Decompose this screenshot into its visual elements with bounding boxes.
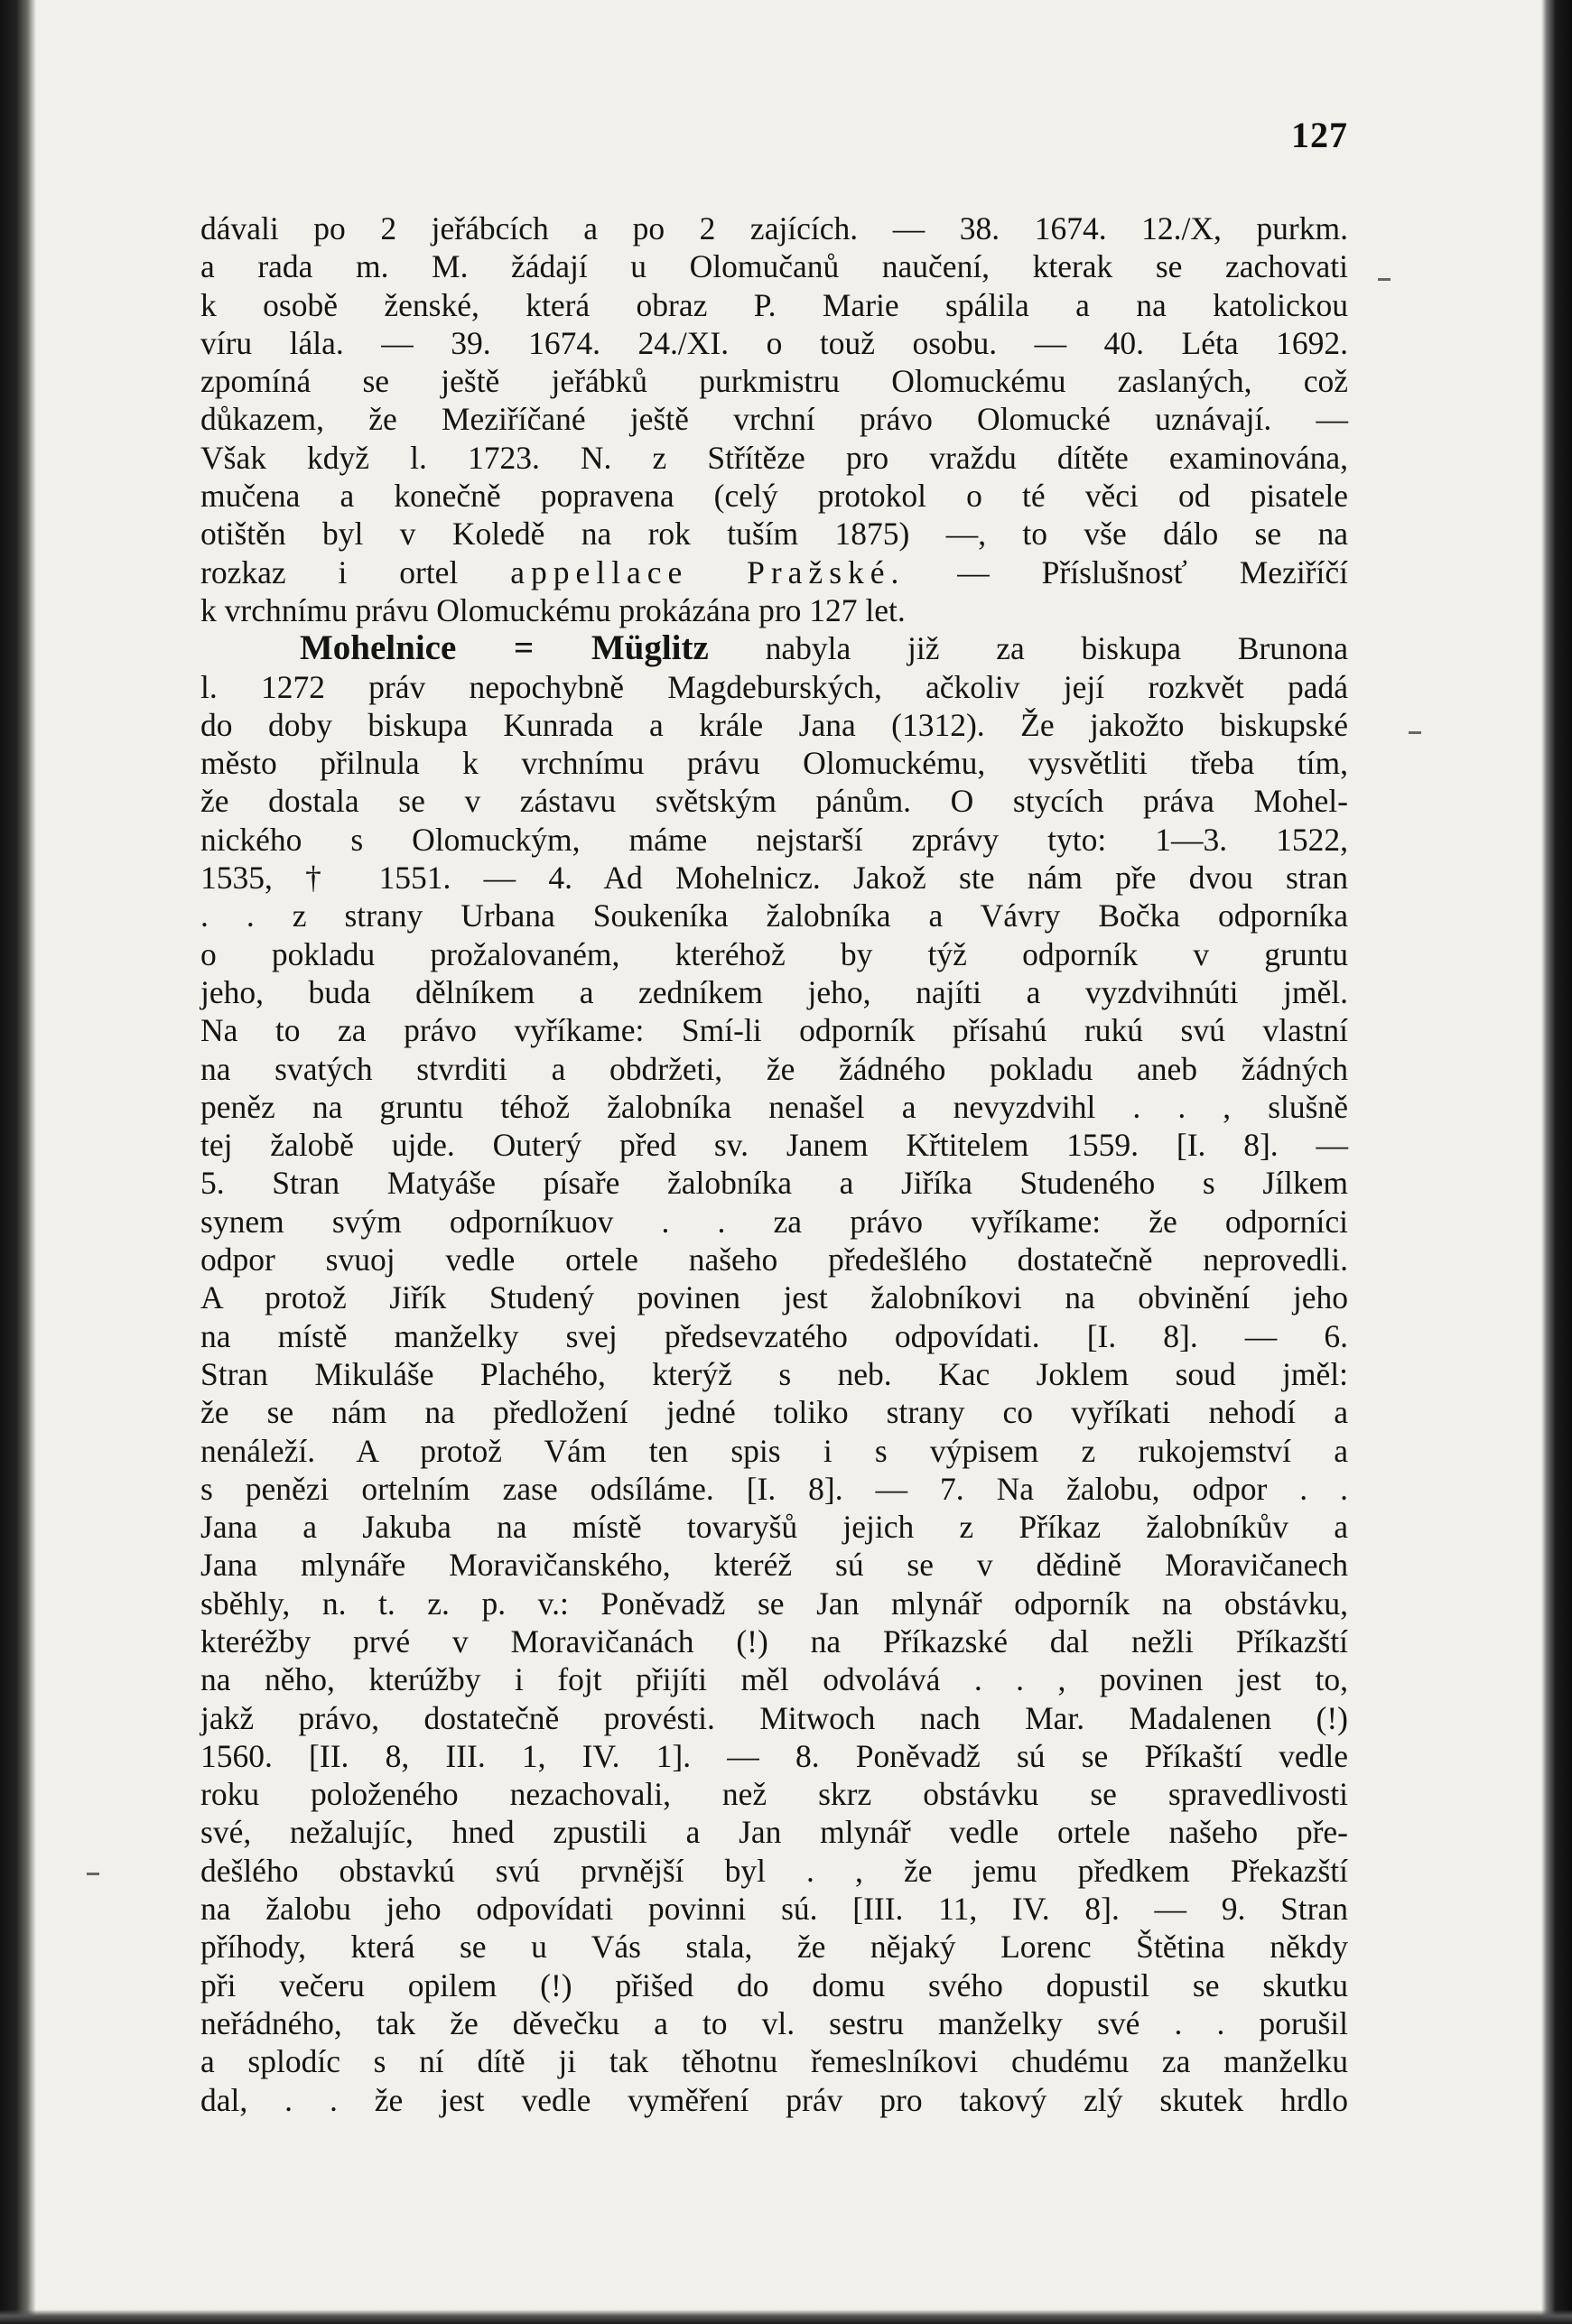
text-line xyxy=(200,324,1348,362)
text-line xyxy=(200,629,1348,667)
line-text: s penězi ortelním zase odsíláme. [I. 8]. — 7. Na žalobu, odpor . . xyxy=(200,1470,1348,1507)
text-line xyxy=(200,1737,1348,1775)
line-text: příhody, která se u Vás stala, že nějaký Lorenc Štětina někdy xyxy=(200,1929,1348,1966)
text-line xyxy=(200,1050,1348,1088)
text-line xyxy=(200,1622,1348,1660)
text-line xyxy=(200,1011,1348,1049)
text-line xyxy=(200,859,1348,897)
line-text: Však když l. 1723. N. z Střítěze pro vraždu dítěte examinována, xyxy=(200,439,1348,476)
line-text: do doby biskupa Kunrada a krále Jana (1312). Že jakožto biskupské xyxy=(200,706,1348,743)
line-text: a splodíc s ní dítě ji tak těhotnu řemeslníkovi chudému za manželku xyxy=(200,2043,1348,2080)
body-text xyxy=(200,209,1348,2119)
text-line xyxy=(200,247,1348,285)
line-text: Jana a Jakuba na místě tovaryšů jejich z Příkaz žalobníkův a xyxy=(200,1509,1348,1546)
line-text: Jana mlynáře Moravičanského, kteréž sú se v dědině Moravičanech xyxy=(200,1547,1348,1584)
text-line xyxy=(200,1508,1348,1546)
line-text: při večeru opilem (!) přišed do domu svého dopustil se skutku xyxy=(200,1966,1348,2003)
line-text: Na to za právo vyříkame: Smí-li odporník přísahú rukú svú vlastní xyxy=(200,1012,1348,1049)
text-line xyxy=(200,477,1348,515)
text-line xyxy=(200,439,1348,477)
margin-mark xyxy=(1378,278,1391,281)
line-text: a rada m. M. žádají u Olomučanů naučení, kterak se zachovati xyxy=(200,248,1348,285)
line-text: zpomíná se ještě jeřábků purkmistru Olomuckému zaslaných, což xyxy=(200,363,1348,400)
scan-edge-left xyxy=(0,0,36,2324)
spaced-emphasis: appellace Pražské. xyxy=(510,553,906,590)
text-line xyxy=(200,1699,1348,1737)
line-text: že dostala se v zástavu světským pánům. O stycích práva Mohel- xyxy=(200,783,1348,820)
line-text: Stran Mikuláše Plachého, kterýž s neb. Kac Joklem soud jměl: xyxy=(200,1355,1348,1392)
line-text: A protož Jiřík Studený povinen jest žalobníkovi na obvinění jeho xyxy=(200,1279,1348,1316)
text-line xyxy=(200,1393,1348,1431)
line-text: o pokladu prožalovaném, kteréhož by týž odporník v gruntu xyxy=(200,935,1348,972)
text-line xyxy=(200,1088,1348,1126)
margin-mark xyxy=(87,1873,99,1875)
text-line xyxy=(200,1775,1348,1813)
text-line xyxy=(200,1966,1348,2004)
text-line xyxy=(200,1164,1348,1202)
line-text: — Příslušnosť Meziříčí xyxy=(905,553,1348,590)
line-text: sběhly, n. t. z. p. v.: Poněvadž se Jan mlynář odporník na obstávku, xyxy=(200,1585,1348,1622)
text-line xyxy=(200,362,1348,400)
line-text: peněz na gruntu téhož žalobníka nenašel a nevyzdvihl . . , slušně xyxy=(200,1088,1348,1125)
text-line xyxy=(200,821,1348,859)
line-text: nenáleží. A protož Vám ten spis i s výpisem z rukojemství a xyxy=(200,1432,1348,1469)
text-line xyxy=(200,400,1348,438)
line-text: neřádného, tak že děvečku a to vl. sestru manželky své . . porušil xyxy=(200,2004,1348,2041)
text-line xyxy=(200,515,1348,553)
line-text: synem svým odporníkuov . . za právo vyříkame: že odporníci xyxy=(200,1203,1348,1240)
line-text: mučena a konečně popravena (celý protokol o té věci od pisatele xyxy=(200,478,1348,515)
margin-mark xyxy=(1409,731,1421,734)
line-text: k vrchnímu právu Olomuckému prokázána pro 127 let. xyxy=(200,591,906,628)
text-line xyxy=(200,1355,1348,1393)
text-line xyxy=(200,1432,1348,1470)
line-text: 1535, † 1551. — 4. Ad Mohelnicz. Jakož ste nám pře dvou stran xyxy=(200,860,1348,897)
line-text: otištěn byl v Koledě na rok tuším 1875) —, to vše dálo se na xyxy=(200,516,1348,553)
line-text: odpor svuoj vedle ortele našeho předešlého dostatečně neprovedli. xyxy=(200,1241,1348,1278)
line-text: dešlého obstavkú svú prvnější byl . , že jemu předkem Překazští xyxy=(200,1852,1348,1889)
text-line xyxy=(200,2042,1348,2080)
text-line xyxy=(200,1928,1348,1966)
line-text: jakž právo, dostatečně provésti. Mitwoch nach Mar. Madalenen (!) xyxy=(200,1699,1348,1736)
line-text: roku položeného nezachovali, než skrz obstávku se spravedlivosti xyxy=(200,1776,1348,1813)
line-text: . . z strany Urbana Soukeníka žalobníka a Vávry Bočka odporníka xyxy=(200,897,1348,934)
text-line xyxy=(200,1585,1348,1622)
text-line xyxy=(200,1890,1348,1928)
text-line xyxy=(200,1126,1348,1164)
line-text: na svatých stvrditi a obdržeti, že žádného pokladu aneb žádných xyxy=(200,1050,1348,1087)
text-line xyxy=(200,1241,1348,1278)
line-text: k osobě ženské, která obraz P. Marie spálila a na katolickou xyxy=(200,286,1348,323)
text-line xyxy=(200,668,1348,706)
text-line xyxy=(200,2004,1348,2042)
scan-edge-bottom xyxy=(0,2310,1572,2324)
line-text: město přilnula k vrchnímu právu Olomuckému, vysvětliti třeba tím, xyxy=(200,745,1348,782)
section-heading: Mohelnice = Müglitz xyxy=(300,628,709,668)
text-line xyxy=(200,935,1348,973)
line-text: na místě manželky svej předsevzatého odpovídati. [I. 8]. — 6. xyxy=(200,1317,1348,1354)
text-line xyxy=(200,1470,1348,1508)
text-line xyxy=(200,553,1348,591)
text-line xyxy=(200,2081,1348,2119)
text-line xyxy=(200,286,1348,324)
line-text: své, nežalujíc, hned zpustili a Jan mlynář vedle ortele našeho pře- xyxy=(200,1814,1348,1851)
line-text: rozkaz i ortel xyxy=(200,553,511,590)
line-text: víru lála. — 39. 1674. 24./XI. o touž osobu. — 40. Léta 1692. xyxy=(200,324,1348,361)
line-text: že se nám na předložení jedné toliko strany co vyříkati nehodí a xyxy=(200,1394,1348,1431)
line-text: jeho, buda dělníkem a zedníkem jeho, najíti a vyzdvihnúti jměl. xyxy=(200,973,1348,1010)
text-line xyxy=(200,897,1348,934)
line-text: nického s Olomuckým, máme nejstarší zprávy tyto: 1—3. 1522, xyxy=(200,821,1348,858)
text-line xyxy=(200,1278,1348,1316)
scan-edge-right xyxy=(1541,0,1572,2324)
text-line xyxy=(200,209,1348,247)
text-line xyxy=(200,1852,1348,1890)
line-text: dal, . . že jest vedle vyměření práv pro takový zlý skutek hrdlo xyxy=(200,2081,1348,2118)
line-text: l. 1272 práv nepochybně Magdeburských, ačkoliv její rozkvět padá xyxy=(200,668,1348,705)
page-number: 127 xyxy=(1291,115,1348,155)
text-line xyxy=(200,782,1348,820)
line-text: na něho, kterúžby i fojt přijíti měl odvolává . . , povinen jest to, xyxy=(200,1661,1348,1698)
text-line xyxy=(200,1813,1348,1851)
text-line xyxy=(200,973,1348,1011)
text-line xyxy=(200,1546,1348,1584)
text-line xyxy=(200,706,1348,744)
line-text: 1560. [II. 8, III. 1, IV. 1]. — 8. Poněvadž sú se Příkaští vedle xyxy=(200,1737,1348,1774)
line-text: 5. Stran Matyáše písaře žalobníka a Jiříka Studeného s Jílkem xyxy=(200,1165,1348,1202)
line-text: tej žalobě ujde. Outerý před sv. Janem Křtitelem 1559. [I. 8]. — xyxy=(200,1127,1348,1164)
line-text: nabyla již za biskupa Brunona xyxy=(708,630,1348,667)
line-text: důkazem, že Meziříčané ještě vrchní právo Olomucké uznávají. — xyxy=(200,401,1348,438)
line-text: dávali po 2 jeřábcích a po 2 zajících. — 38. 1674. 12./X, purkm. xyxy=(200,210,1348,246)
text-line xyxy=(200,1203,1348,1241)
text-line xyxy=(200,1660,1348,1698)
line-text: na žalobu jeho odpovídati povinni sú. [III. 11, IV. 8]. — 9. Stran xyxy=(200,1891,1348,1928)
text-line xyxy=(200,744,1348,782)
line-text: kteréžby prvé v Moravičanách (!) na Příkazské dal nežli Příkazští xyxy=(200,1622,1348,1659)
text-line xyxy=(200,1317,1348,1355)
text-line xyxy=(200,591,1348,629)
